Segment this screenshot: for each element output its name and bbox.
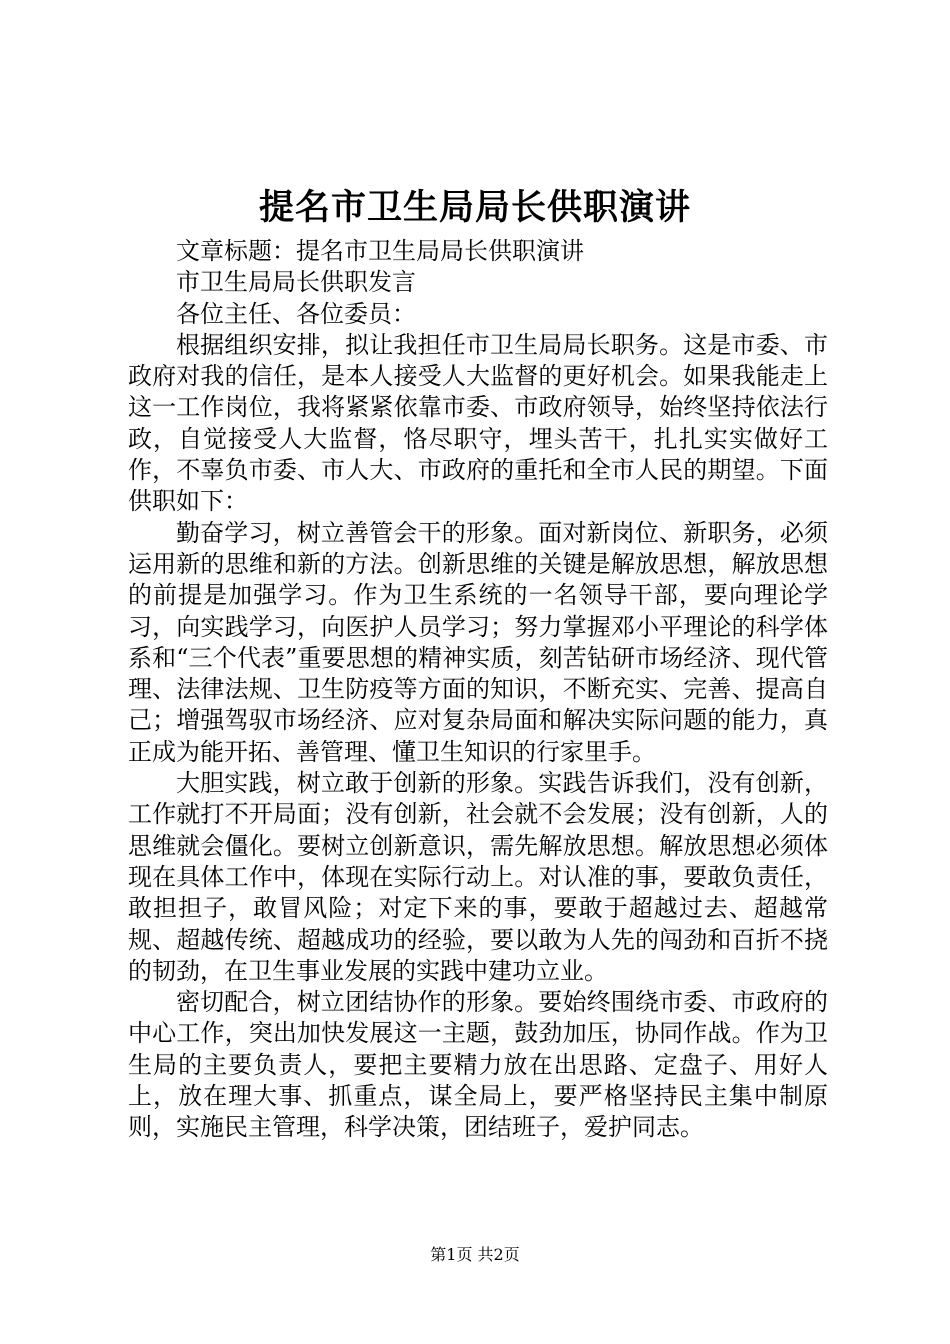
salutation: 各位主任、各位委员：	[176, 299, 416, 328]
paragraph-innovation: 大胆实践，树立敢于创新的形象。实践告诉我们，没有创新，工作就打不开局面；没有创新，社会就不会发展；没有创新，人的思维就会僵化。要树立创新意识，需先解放思想。解放思想必须体现在具体工作中，体现在实际行动上。对认准的事，要敢负责任，敢担担子，敢冒风险；对定下来的事，要敢于超越过去、超越常规、超越传统、超越成功的经验，要以敢为人先的闯劲和百折不挠的韧劲，在卫生事业发展的实践中建功立业。	[128, 769, 828, 985]
article-title-line: 文章标题：提名市卫生局局长供职演讲	[176, 237, 584, 265]
document-body	[128, 236, 828, 1144]
paragraph-cooperation: 密切配合，树立团结协作的形象。要始终围绕市委、市政府的中心工作，突出加快发展这一主题，鼓劲加压，协同作战。作为卫生局的主要负责人，要把主要精力放在出思路、定盘子、用好人上，放在理大事、抓重点，谋全局上，要严格坚持民主集中制原则，实施民主管理，科学决策，团结班子，爱护同志。	[128, 988, 828, 1142]
document-title: 提名市卫生局局长供职演讲	[258, 188, 691, 228]
speech-subtitle: 市卫生局局长供职发言	[176, 268, 416, 297]
paragraph-intro: 根据组织安排，拟让我担任市卫生局局长职务。这是市委、市政府对我的信任，是本人接受人大监督的更好机会。如果我能走上这一工作岗位，我将紧紧依靠市委、市政府领导，始终坚持依法行政，自觉接受人大监督，恪尽职守，埋头苦干，扎扎实实做好工作，不辜负市委、市人大、市政府的重托和全市人民的期望。下面供职如下：	[128, 330, 828, 516]
paragraph-study: 勤奋学习，树立善管会干的形象。面对新岗位、新职务，必须运用新的思维和新的方法。创新思维的关键是解放思想，解放思想的前提是加强学习。作为卫生系统的一名领导干部，要向理论学习，向实践学习，向医护人员学习；努力掌握邓小平理论的科学体系和“三个代表”重要思想的精神实质，刻苦钻研市场经济、现代管理、法律法规、卫生防疫等方面的知识，不断充实、完善、提高自己；增强驾驭市场经济、应对复杂局面和解决实际问题的能力，真正成为能开拓、善管理、懂卫生知识的行家里手。	[128, 518, 828, 766]
page-footer: 第1页 共2页	[430, 1245, 520, 1264]
